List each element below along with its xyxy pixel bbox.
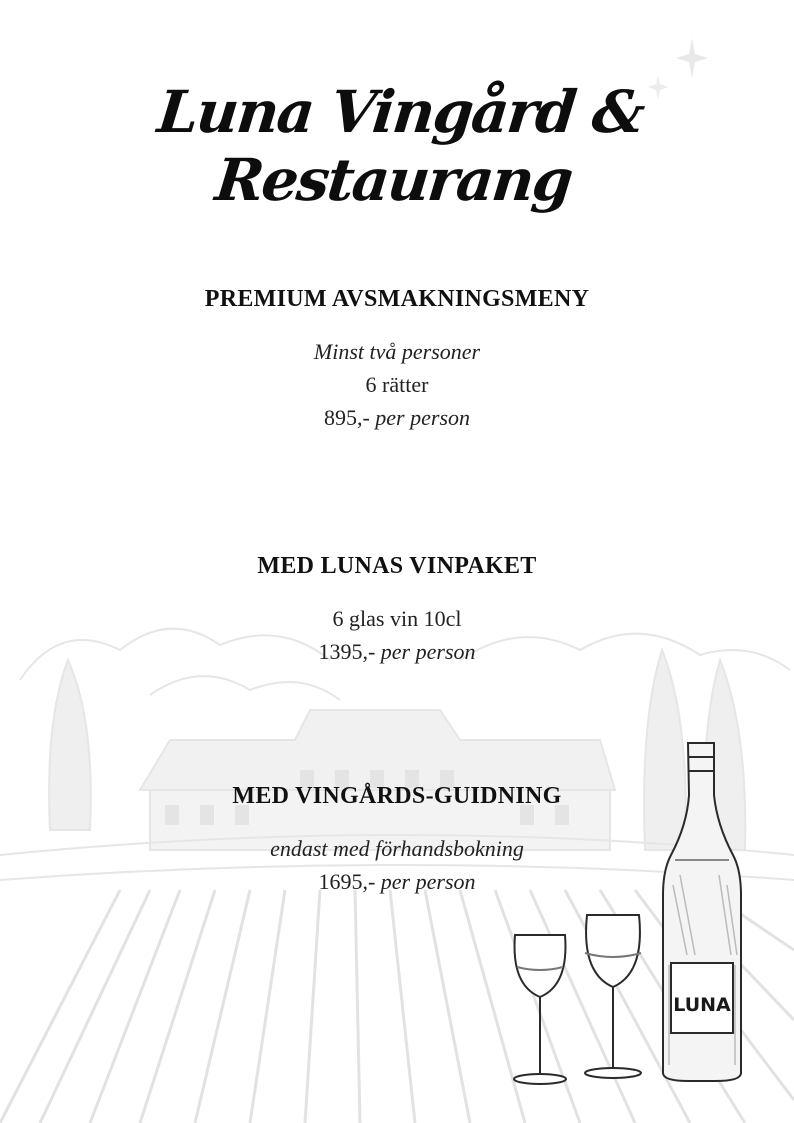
section-heading: MED LUNAS VINPAKET — [257, 553, 537, 579]
section-detail: 6 glas vin 10cl — [332, 606, 462, 631]
wine-glass-illustration — [585, 915, 641, 1078]
price: 1695,- — [318, 869, 376, 894]
menu-section-premium — [0, 286, 794, 434]
price: 895,- — [323, 405, 370, 430]
section-subtitle: Minst två personer — [313, 339, 481, 364]
wine-bottle-illustration — [505, 735, 755, 1090]
wine-glass-illustration — [514, 935, 566, 1084]
section-detail: 6 rätter — [365, 372, 429, 397]
section-price-line — [0, 635, 794, 668]
price-unit: per person — [380, 869, 476, 894]
section-price-line — [0, 401, 794, 434]
price: 1395,- — [318, 639, 376, 664]
section-subtitle: endast med förhandsbokning — [270, 836, 524, 861]
price-unit: per person — [375, 405, 471, 430]
menu-section-wine-package — [0, 553, 794, 668]
page-title: Luna Vingård & Restaurang — [154, 78, 647, 214]
section-heading: PREMIUM AVSMAKNINGSMENY — [204, 286, 590, 312]
price-unit: per person — [380, 639, 476, 664]
section-heading: MED VINGÅRDS-GUIDNING — [232, 783, 562, 809]
bottle-label: LUNA — [673, 994, 731, 1016]
